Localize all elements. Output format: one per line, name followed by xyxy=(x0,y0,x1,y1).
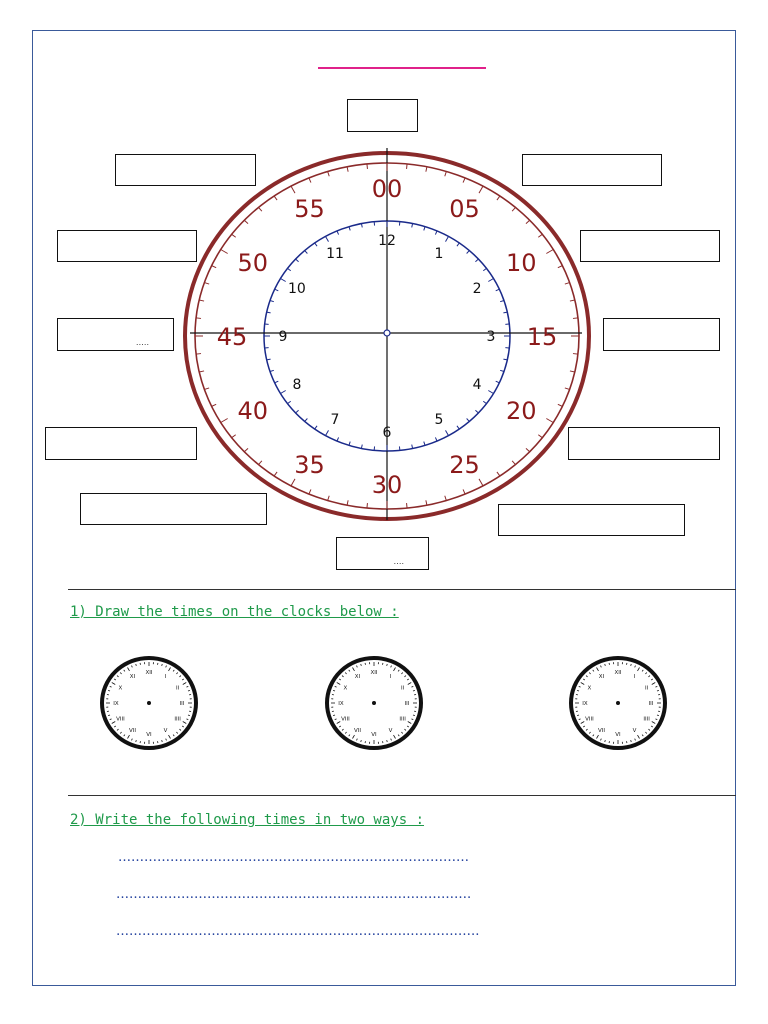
minute-label-45: 45 xyxy=(216,323,248,351)
hour-tick xyxy=(315,243,317,246)
hour-tick xyxy=(435,437,437,441)
hour-tick xyxy=(467,418,470,421)
hour-tick xyxy=(296,259,299,262)
minute-tick xyxy=(573,318,578,319)
minute-tick xyxy=(196,354,201,355)
minute-tick xyxy=(259,207,262,211)
minute-tick xyxy=(328,171,330,176)
small-clock-numeral: IIII xyxy=(399,716,406,723)
minute-tick xyxy=(479,479,483,486)
small-clock-center xyxy=(372,701,376,705)
minute-label-25: 25 xyxy=(449,451,480,480)
hour-tick xyxy=(446,430,449,435)
minute-tick xyxy=(426,500,427,505)
small-clock-numeral: VIII xyxy=(585,716,594,723)
minute-label-20: 20 xyxy=(505,397,537,425)
hour-tick xyxy=(275,289,279,291)
answer-line-3[interactable]: …………………………………………………………..……………. xyxy=(116,924,480,939)
hour-tick xyxy=(270,370,274,371)
minute-tick xyxy=(328,496,330,501)
minute-label-05: 05 xyxy=(449,194,480,223)
minute-tick xyxy=(367,503,368,508)
minute-tick xyxy=(204,283,209,285)
minute-tick xyxy=(274,472,277,476)
hour-tick xyxy=(270,300,274,301)
hour-tick xyxy=(488,279,493,282)
small-clock-numeral: XI xyxy=(354,674,361,681)
hour-tick xyxy=(326,430,329,435)
hour-label-5: 5 xyxy=(434,412,444,429)
small-clock-numeral: V xyxy=(163,727,168,734)
minute-tick xyxy=(259,461,262,465)
box-dots: …. xyxy=(393,557,404,566)
hour-tick xyxy=(296,410,299,413)
small-clock-numeral: XI xyxy=(598,674,605,681)
small-clock-numeral: II xyxy=(400,685,405,692)
small-clock-numeral: VII xyxy=(353,727,362,734)
hour-label-2: 2 xyxy=(472,281,482,297)
hour-tick xyxy=(287,401,290,403)
small-clock-numeral: I xyxy=(633,674,636,681)
minute-tick xyxy=(199,371,204,372)
small-clock-numeral: X xyxy=(343,685,348,692)
minute-tick xyxy=(463,489,465,494)
hour-label-11: 11 xyxy=(326,245,344,262)
minute-tick xyxy=(291,479,295,486)
minute-tick xyxy=(232,435,236,438)
minute-tick xyxy=(526,448,530,451)
hour-tick xyxy=(280,279,285,282)
small-clock-numeral: II xyxy=(644,685,649,692)
hour-tick xyxy=(500,300,504,301)
hour-tick xyxy=(483,401,486,403)
minute-label-40: 40 xyxy=(237,397,269,425)
small-clock-numeral: XI xyxy=(129,674,136,681)
small-clock-numeral: VI xyxy=(615,732,621,738)
minute-tick xyxy=(497,196,500,200)
minute-tick xyxy=(204,388,209,390)
minute-tick xyxy=(232,234,236,237)
hour-tick xyxy=(424,442,425,446)
hour-tick xyxy=(496,381,500,383)
hour-label-4: 4 xyxy=(472,377,482,393)
section2-heading: 2) Write the following times in two ways : xyxy=(70,812,425,828)
section-rule-2 xyxy=(68,795,736,796)
minute-label-10: 10 xyxy=(505,249,537,277)
hour-tick xyxy=(446,236,449,241)
minute-tick xyxy=(347,167,348,172)
hour-label-3: 3 xyxy=(486,329,496,345)
hour-tick xyxy=(337,231,339,235)
small-clock-numeral: V xyxy=(632,727,637,734)
minute-tick xyxy=(221,250,228,254)
minute-tick xyxy=(565,283,570,285)
hour-label-6: 6 xyxy=(382,425,392,441)
minute-tick xyxy=(546,419,553,423)
small-clock-numeral: III xyxy=(179,701,185,707)
hour-label-7: 7 xyxy=(330,412,340,429)
hour-tick xyxy=(475,410,478,413)
hour-label-1: 1 xyxy=(434,245,444,262)
small-clock-numeral: VIII xyxy=(116,716,125,723)
minute-tick xyxy=(274,196,277,200)
hour-tick xyxy=(275,381,279,383)
hour-tick xyxy=(349,442,350,446)
minute-tick xyxy=(407,164,408,169)
minute-tick xyxy=(196,318,201,319)
minute-label-35: 35 xyxy=(294,451,325,480)
small-clock-numeral: X xyxy=(118,685,123,692)
hour-tick xyxy=(500,370,504,371)
hour-tick xyxy=(467,251,470,254)
minute-tick xyxy=(546,250,553,254)
minute-label-30: 30 xyxy=(371,471,403,499)
box-dots: ….. xyxy=(135,338,149,347)
minute-tick xyxy=(558,266,563,268)
small-clock-numeral: VII xyxy=(597,727,606,734)
hour-tick xyxy=(424,227,425,231)
minute-tick xyxy=(221,419,228,423)
hour-tick xyxy=(349,227,350,231)
hour-tick xyxy=(305,251,308,254)
minute-tick xyxy=(463,178,465,183)
minute-tick xyxy=(538,435,542,438)
hour-tick xyxy=(287,268,290,270)
hour-tick xyxy=(435,231,437,235)
minute-label-50: 50 xyxy=(237,249,269,277)
minute-tick xyxy=(570,371,575,372)
small-clock-numeral: VI xyxy=(371,732,377,738)
small-clock-numeral: VI xyxy=(146,732,152,738)
hour-label-9: 9 xyxy=(278,329,288,345)
small-clock-numeral: I xyxy=(389,674,392,681)
minute-tick xyxy=(244,220,248,223)
minute-tick xyxy=(212,266,217,268)
minute-tick xyxy=(538,234,542,237)
hour-tick xyxy=(337,437,339,441)
minute-label-00: 00 xyxy=(371,175,403,203)
minute-tick xyxy=(565,388,570,390)
hour-label-8: 8 xyxy=(292,377,302,393)
small-clock-numeral: III xyxy=(404,701,410,707)
section-rule-1 xyxy=(68,589,736,590)
small-clock-3[interactable] xyxy=(568,655,668,751)
minute-label-55: 55 xyxy=(294,194,325,223)
small-clock-numeral: XII xyxy=(614,670,622,676)
small-clock-1[interactable] xyxy=(99,655,199,751)
minute-tick xyxy=(407,503,408,508)
minute-tick xyxy=(291,186,295,193)
minute-tick xyxy=(426,167,427,172)
hour-tick xyxy=(315,426,317,429)
small-clock-numeral: XII xyxy=(370,670,378,676)
minute-tick xyxy=(497,472,500,476)
minute-tick xyxy=(309,489,311,494)
small-clock-center xyxy=(616,701,620,705)
small-clock-numeral: VII xyxy=(128,727,137,734)
minute-tick xyxy=(309,178,311,183)
small-clock-numeral: IX xyxy=(582,701,588,707)
minute-tick xyxy=(445,496,447,501)
small-clock-numeral: II xyxy=(175,685,180,692)
minute-tick xyxy=(244,448,248,451)
hour-tick xyxy=(496,289,500,291)
small-clock-numeral: XII xyxy=(145,670,153,676)
hour-tick xyxy=(488,391,493,394)
hour-tick xyxy=(457,243,459,246)
minute-tick xyxy=(367,164,368,169)
small-clock-numeral: X xyxy=(587,685,592,692)
minute-tick xyxy=(512,461,515,465)
answer-line-1[interactable]: ……………………………………………………………………… xyxy=(118,850,469,865)
small-clock-numeral: VIII xyxy=(341,716,350,723)
minute-tick xyxy=(347,500,348,505)
hour-tick xyxy=(457,426,459,429)
minute-tick xyxy=(479,186,483,193)
small-clock-numeral: IIII xyxy=(174,716,181,723)
hour-label-12: 12 xyxy=(378,233,396,249)
hour-label-10: 10 xyxy=(288,281,306,297)
minute-tick xyxy=(526,220,530,223)
hour-tick xyxy=(305,418,308,421)
small-clock-numeral: III xyxy=(648,701,654,707)
minute-tick xyxy=(199,300,204,301)
small-clock-numeral: IX xyxy=(113,701,119,707)
small-clock-numeral: V xyxy=(388,727,393,734)
minute-label-15: 15 xyxy=(526,323,558,351)
small-clock-numeral: IIII xyxy=(643,716,650,723)
hour-tick xyxy=(483,268,486,270)
minute-tick xyxy=(558,404,563,406)
minute-tick xyxy=(445,171,447,176)
answer-line-2[interactable]: ………………………………………………………………………. xyxy=(116,887,472,902)
minute-tick xyxy=(512,207,515,211)
small-clock-numeral: IX xyxy=(338,701,344,707)
small-clock-2[interactable] xyxy=(324,655,424,751)
small-clock-center xyxy=(147,701,151,705)
minute-tick xyxy=(212,404,217,406)
hour-tick xyxy=(280,391,285,394)
hour-tick xyxy=(475,259,478,262)
minute-tick xyxy=(570,300,575,301)
small-clock-numeral: I xyxy=(164,674,167,681)
hour-tick xyxy=(326,236,329,241)
minute-tick xyxy=(573,354,578,355)
section1-heading: 1) Draw the times on the clocks below : xyxy=(70,604,399,620)
